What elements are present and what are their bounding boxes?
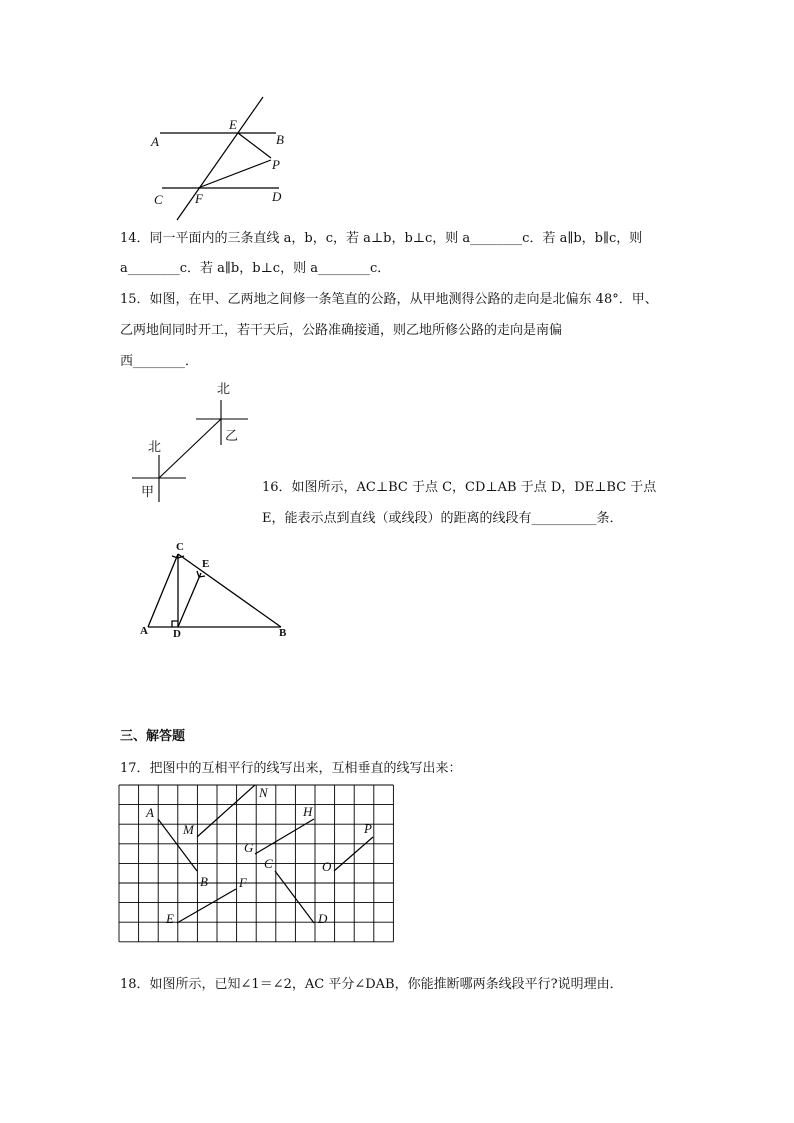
q17-text: 17．把图中的互相平行的线写出来，互相垂直的线写出来： [120,761,462,776]
label-p: P [272,157,280,172]
q14-line2: a________c．若 a∥b，b⊥c，则 a________c． [120,261,391,276]
section-title: 三、解答题 [120,729,186,744]
q16-line2: E，能表示点到直线（或线段）的距离的线段有__________条． [262,511,623,526]
label-e: E [166,911,174,926]
segment-ef [177,889,236,923]
label-b: B [279,627,287,639]
label-b: B [276,132,284,147]
label-d: D [318,911,328,926]
segment-cd [275,871,314,923]
label-a: A [140,625,148,637]
label-f: F [239,875,247,890]
q16-line1: 16．如图所示，AC⊥BC 于点 C，CD⊥AB 于点 D，DE⊥BC 于点 [262,480,657,495]
label-o: O [322,859,332,874]
label-north-left: 北 [148,439,162,454]
label-n: N [259,785,268,800]
label-north-top: 北 [217,381,231,396]
label-a: A [146,805,154,820]
label-b: B [200,874,208,889]
q14-line1: 14．同一平面内的三条直线 a，b，c，若 a⊥b，b⊥c，则 a________c．若 a∥b，b∥c，则 [120,231,643,246]
label-f: F [195,191,203,206]
q15-line3: 西________． [120,354,199,369]
segment-op [334,837,373,871]
label-e: E [202,558,210,570]
segment-mn [197,785,255,837]
label-d: D [272,189,282,204]
label-m: M [183,822,194,837]
label-g: G [244,840,254,855]
label-c: C [176,541,184,553]
label-yi: 乙 [225,428,239,443]
label-c: C [154,192,163,207]
label-jia: 甲 [141,484,155,499]
label-a: A [151,134,159,149]
label-h: H [303,804,313,819]
q18-text: 18．如图所示，已知∠1＝∠2，AC 平分∠DAB，你能推断哪两条线段平行?说明理由． [120,977,623,992]
label-c: C [264,856,273,871]
q15-line2: 乙两地间同时开工，若干天后，公路准确接通，则乙地所修公路的走向是南偏 [120,323,563,338]
label-d: D [173,628,181,640]
label-e: E [229,117,237,132]
label-p: P [364,821,372,836]
q15-line1: 15．如图，在甲、乙两地之间修一条笔直的公路，从甲地测得公路的走向是北偏东 48°．甲、 [120,292,658,307]
